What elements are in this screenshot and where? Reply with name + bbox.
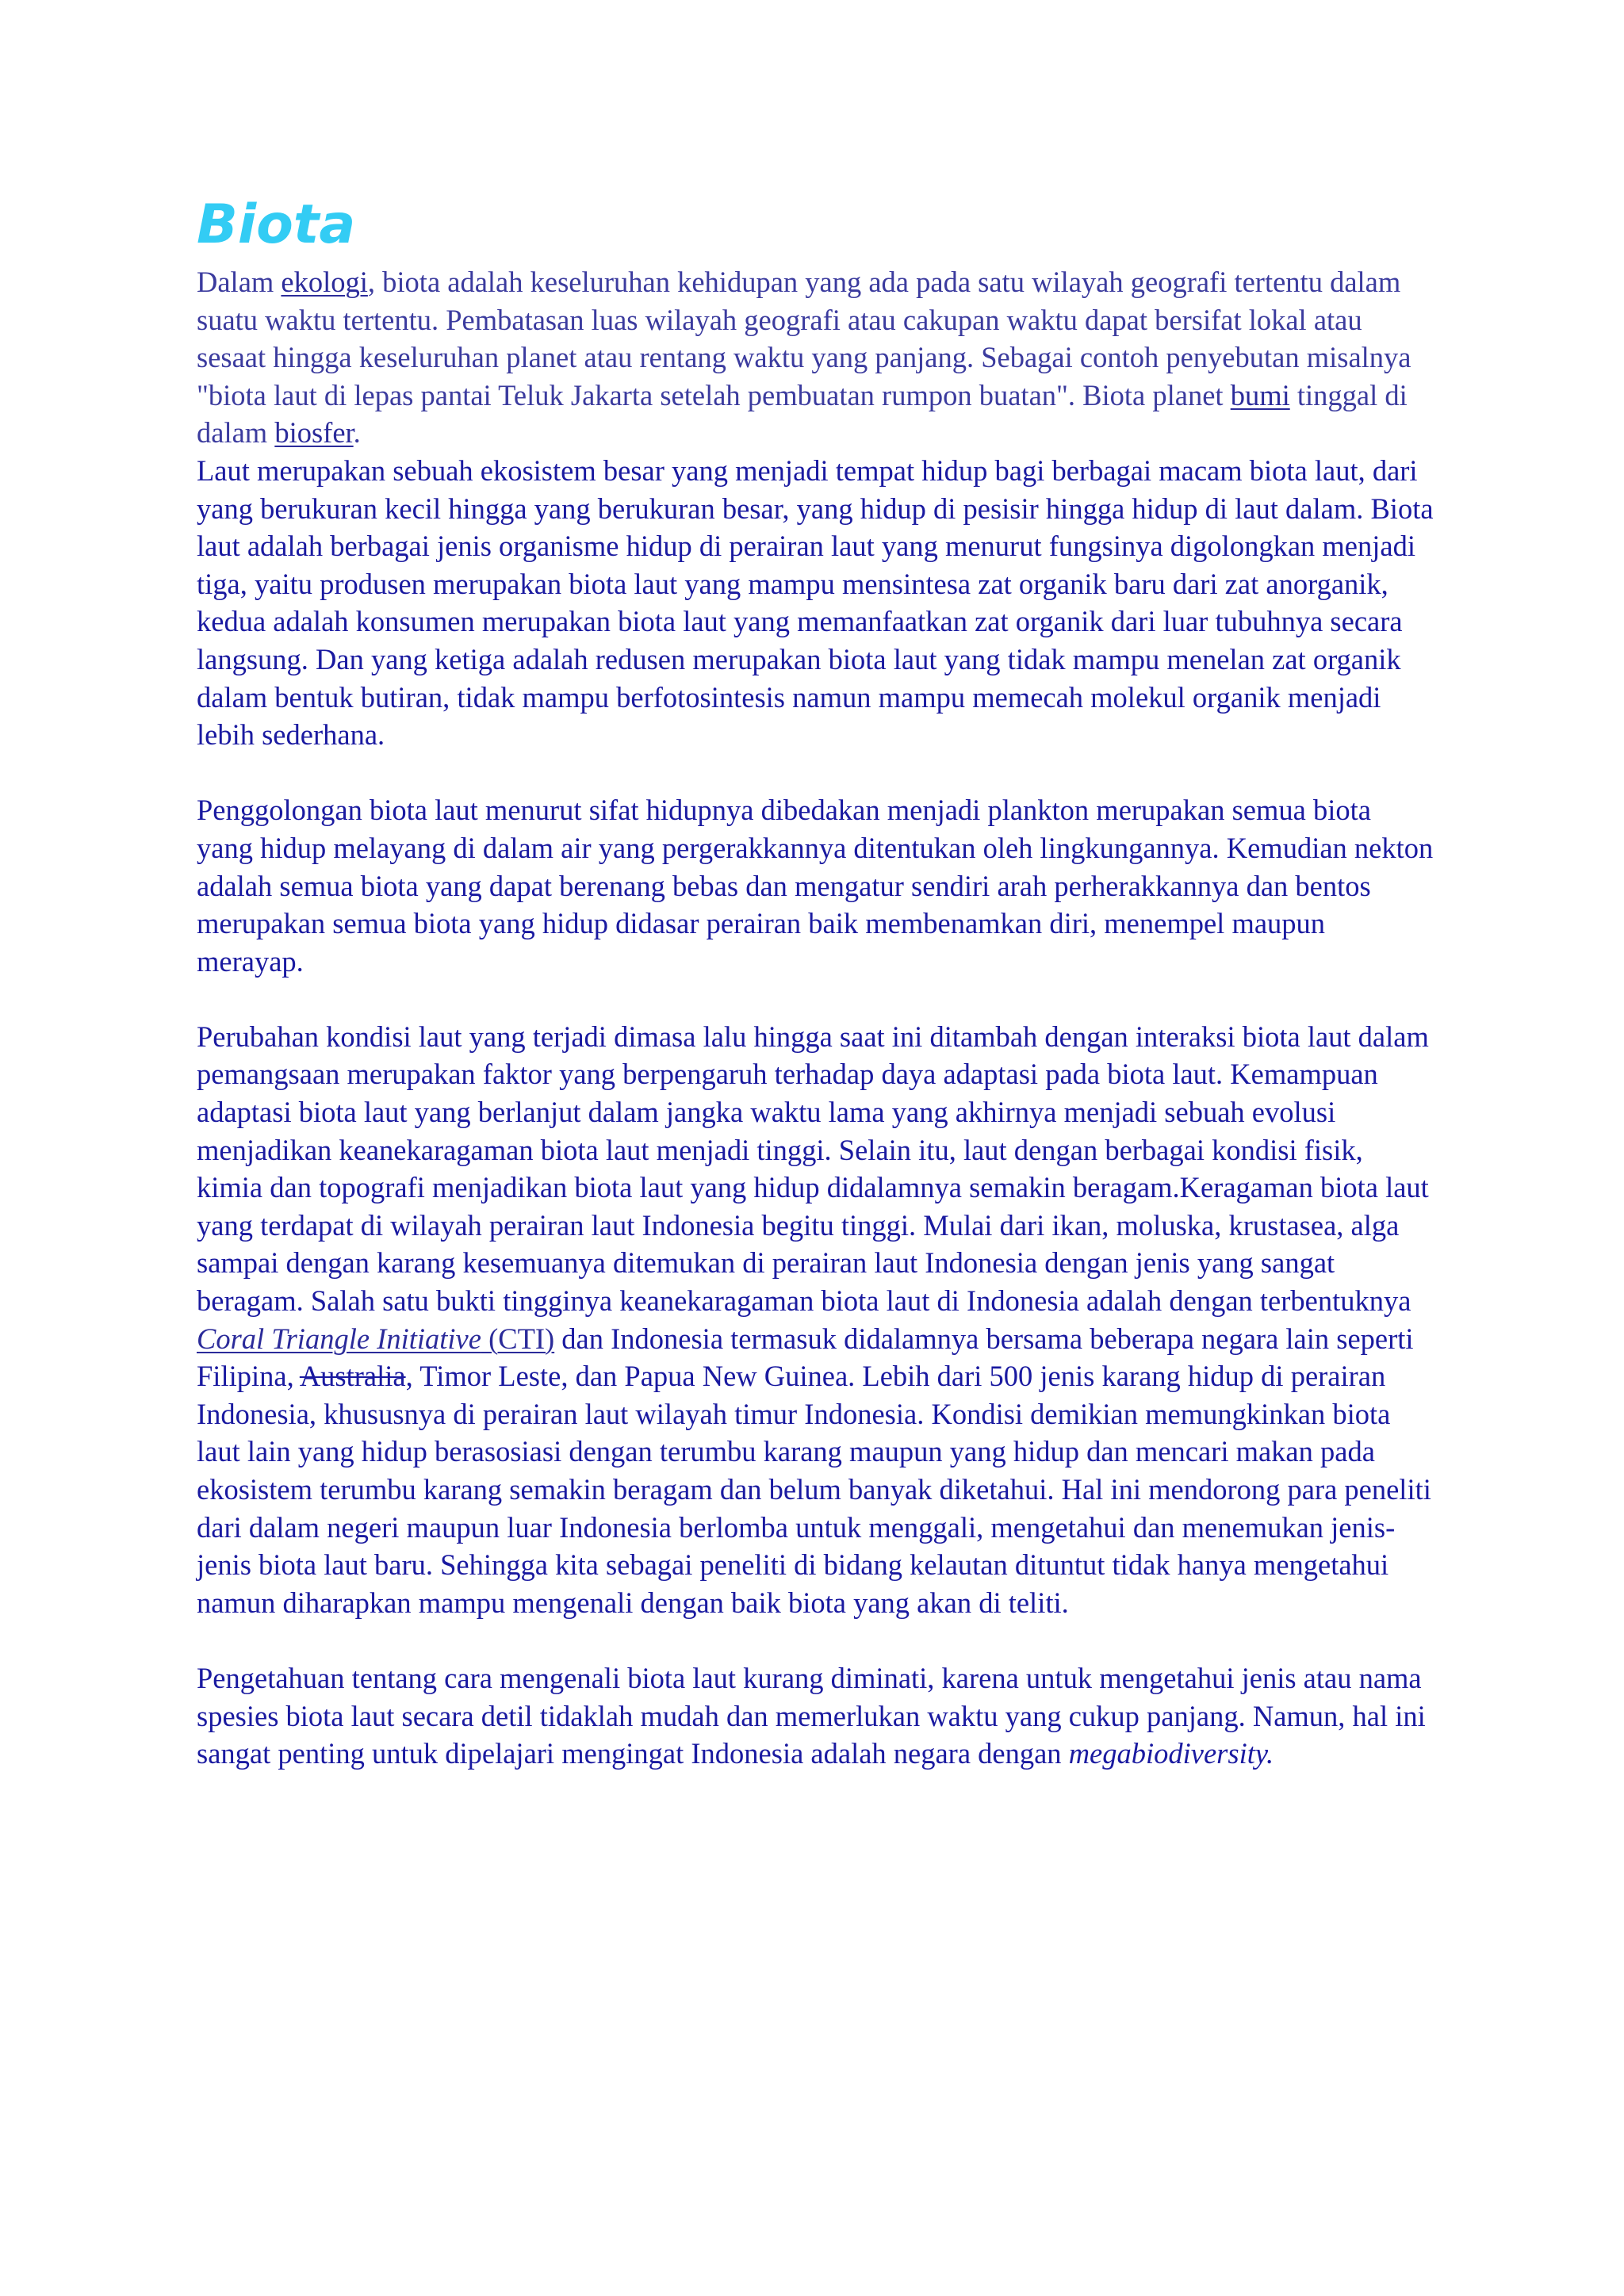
link-bumi[interactable]: bumi: [1230, 378, 1290, 411]
paragraph-ecosystem: Laut merupakan sebuah ekosistem besar yang menjadi tempat hidup bagi berbagai macam biota laut, dari yang berukuran kecil hingga yang berukuran besar, yang hidup di pesisir hingga hidup di laut dalam. Biota laut adalah berbagai jenis organisme hidup di perairan laut yang menurut fungsinya digolongkan menjadi tiga, yaitu produsen merupakan biota laut yang mampu mensintesa zat organik baru dari zat anorganik, kedua adalah konsumen merupakan biota laut yang memanfaatkan zat organik dari luar tubuhnya secara langsung. Dan yang ketiga adalah redusen merupakan biota laut yang tidak mampu menelan zat organik dalam bentuk butiran, tidak mampu berfotosintesis namun mampu memecah molekul organik menjadi lebih sederhana.: [197, 453, 1434, 752]
text-run: Pengetahuan tentang cara mengenali biota laut kurang diminati, karena untuk mengetahui jenis atau nama spesies biota laut secara detil tidaklah mudah dan memerlukan waktu yang cukup panjang. Namun, hal ini sangat penting untuk dipelajari mengingat Indonesia adalah negara dengan: [197, 1661, 1426, 1770]
paragraph-spacer: [197, 1621, 1434, 1659]
italic-term: megabiodiversity.: [1068, 1737, 1274, 1770]
paragraph-spacer: [197, 754, 1434, 792]
link-text-plain: (CTI): [481, 1322, 555, 1355]
text-run: .: [353, 416, 361, 450]
text-run: tinggal di dalam: [197, 378, 1408, 450]
paragraph-classification: Penggolongan biota laut menurut sifat hidupnya dibedakan menjadi plankton merupakan semua biota yang hidup melayang di dalam air yang pergerakkannya ditentukan oleh lingkungannya. Kemudian nekton adalah semua biota yang dapat berenang bebas dan mengatur sendiri arah perherakkannya dan bentos merupakan semua biota yang hidup didasar perairan baik membenamkan diri, menempel maupun merayap.: [197, 794, 1434, 978]
document-page: [197, 193, 1434, 1773]
page-title: Biota: [197, 193, 356, 256]
paragraph-spacer: [197, 980, 1434, 1018]
strikethrough-text: Australia: [299, 1360, 406, 1393]
paragraph-knowledge: [197, 1659, 1434, 1773]
link-text-italic: Coral Triangle Initiative: [197, 1322, 481, 1355]
link-ekologi[interactable]: ekologi: [281, 266, 368, 298]
paragraph-intro: [197, 263, 1434, 452]
link-biosfer[interactable]: biosfer: [274, 416, 354, 450]
text-run: , Timor Leste, dan Papua New Guinea. Lebih dari 500 jenis karang hidup di perairan Indonesia, khususnya di perairan laut wilayah timur Indonesia. Kondisi demikian memungkinkan biota laut lain yang hidup berasosiasi dengan terumbu karang maupun yang hidup dan mencari makan pada ekosistem terumbu karang semakin beragam dan belum banyak diketahui. Hal ini mendorong para peneliti dari dalam negeri maupun luar Indonesia berlomba untuk menggali, mengetahui dan menemukan jenis-jenis biota laut baru. Sehingga kita sebagai peneliti di bidang kelautan dituntut tidak hanya mengetahui namun diharapkan mampu mengenali dengan baik biota yang akan di teliti.: [197, 1360, 1431, 1619]
text-run: dan Indonesia termasuk didalamnya bersama beberapa negara lain seperti Filipina,: [197, 1322, 1414, 1393]
text-run: Dalam: [197, 266, 282, 298]
text-run: , biota adalah keseluruhan kehidupan yang ada pada satu wilayah geografi tertentu dalam suatu waktu tertentu. Pembatasan luas wilayah geografi atau cakupan waktu dapat bersifat lokal atau sesaat hingga keseluruhan planet atau rentang waktu yang panjang. Sebagai contoh penyebutan misalnya "biota laut di lepas pantai Teluk Jakarta setelah pembuatan rumpon buatan". Biota planet: [197, 266, 1411, 411]
text-run: Perubahan kondisi laut yang terjadi dimasa lalu hingga saat ini ditambah dengan interaksi biota laut dalam pemangsaan merupakan faktor yang berpengaruh terhadap daya adaptasi pada biota laut. Kemampuan adaptasi biota laut yang berlanjut dalam jangka waktu lama yang akhirnya menjadi sebuah evolusi menjadikan keanekaragaman biota laut menjadi tinggi. Selain itu, laut dengan berbagai kondisi fisik, kimia dan topografi menjadikan biota laut yang hidup didalamnya semakin beragam.Keragaman biota laut yang terdapat di wilayah perairan laut Indonesia begitu tinggi. Mulai dari ikan, moluska, krustasea, alga sampai dengan karang kesemuanya ditemukan di perairan laut Indonesia dengan jenis yang sangat beragam. Salah satu bukti tingginya keanekaragaman biota laut di Indonesia adalah dengan terbentuknya: [197, 1020, 1429, 1318]
link-coral-triangle-initiative[interactable]: [197, 1322, 554, 1355]
paragraph-adaptation: [197, 1018, 1434, 1622]
